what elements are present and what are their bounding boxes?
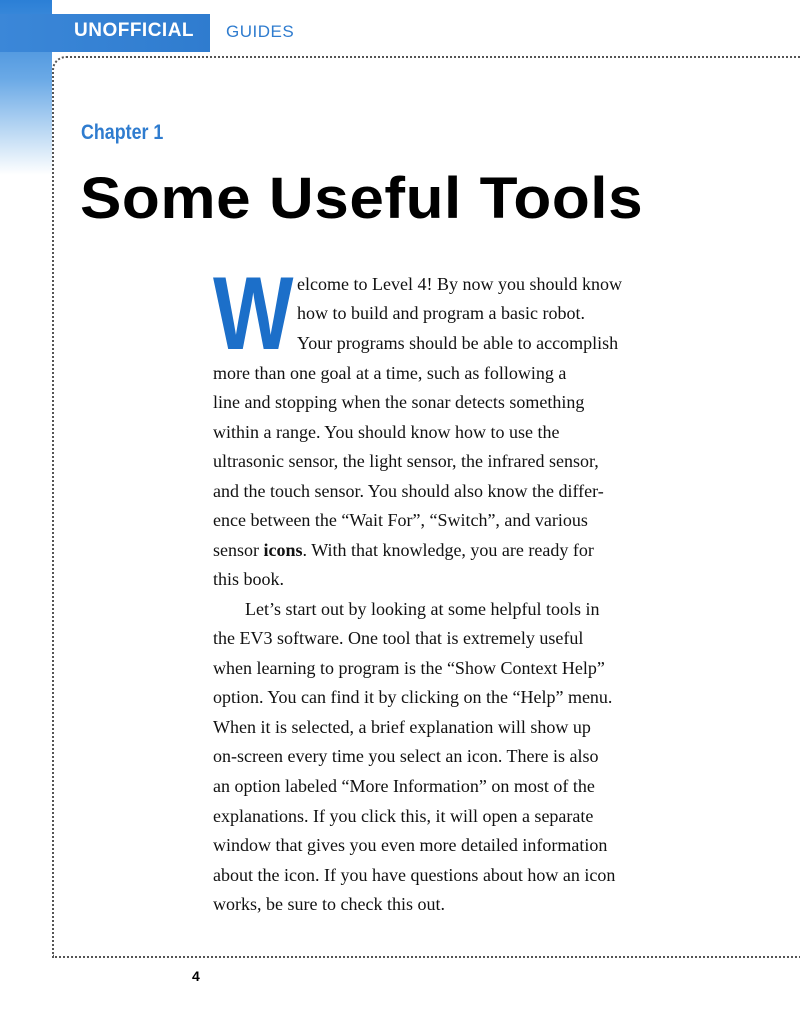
body-line bbox=[213, 539, 594, 561]
body-line: Your programs should be able to accomplish bbox=[297, 333, 619, 353]
body-line: the EV3 software. One tool that is extremely useful bbox=[213, 628, 584, 648]
body-line: about the icon. If you have questions about how an icon bbox=[213, 865, 616, 885]
body-line: within a range. You should know how to use the bbox=[213, 422, 560, 442]
body-line: this book. bbox=[213, 569, 285, 589]
body-text-fragment: sensor bbox=[213, 540, 264, 560]
body-line: option. You can find it by clicking on the “Help” menu. bbox=[213, 687, 613, 707]
body-line: line and stopping when the sonar detects something bbox=[213, 392, 585, 412]
body-line: how to build and program a basic robot. bbox=[297, 303, 585, 323]
drop-cap: W bbox=[213, 256, 294, 372]
body-line: When it is selected, a brief explanation will show up bbox=[213, 717, 591, 737]
body-text-fragment: . With that knowledge, you are ready for bbox=[302, 540, 594, 560]
series-brand-bold: UNOFFICIAL bbox=[74, 20, 195, 41]
body-line: ence between the “Wait For”, “Switch”, and various bbox=[213, 510, 588, 530]
body-line: works, be sure to check this out. bbox=[213, 894, 445, 914]
bold-term-icons: icons bbox=[263, 540, 303, 560]
body-line: on-screen every time you select an icon. There is also bbox=[213, 746, 599, 766]
body-line: and the touch sensor. You should also know the differ- bbox=[213, 481, 604, 501]
body-line: ultrasonic sensor, the light sensor, the infrared sensor, bbox=[213, 451, 599, 471]
body-line: explanations. If you click this, it will open a separate bbox=[213, 806, 594, 826]
body-line: when learning to program is the “Show Context Help” bbox=[213, 658, 605, 678]
page-number: 4 bbox=[192, 968, 200, 984]
body-line: an option labeled “More Information” on most of the bbox=[213, 776, 595, 796]
body-line: elcome to Level 4! By now you should know bbox=[297, 274, 622, 294]
body-line: window that gives you even more detailed information bbox=[213, 835, 608, 855]
body-line: Let’s start out by looking at some helpful tools in bbox=[245, 599, 600, 619]
chapter-label: Chapter 1 bbox=[81, 121, 164, 144]
body-line: more than one goal at a time, such as following a bbox=[213, 363, 567, 383]
chapter-title: Some Useful Tools bbox=[80, 166, 644, 231]
series-brand-light: GUIDES bbox=[226, 22, 295, 41]
